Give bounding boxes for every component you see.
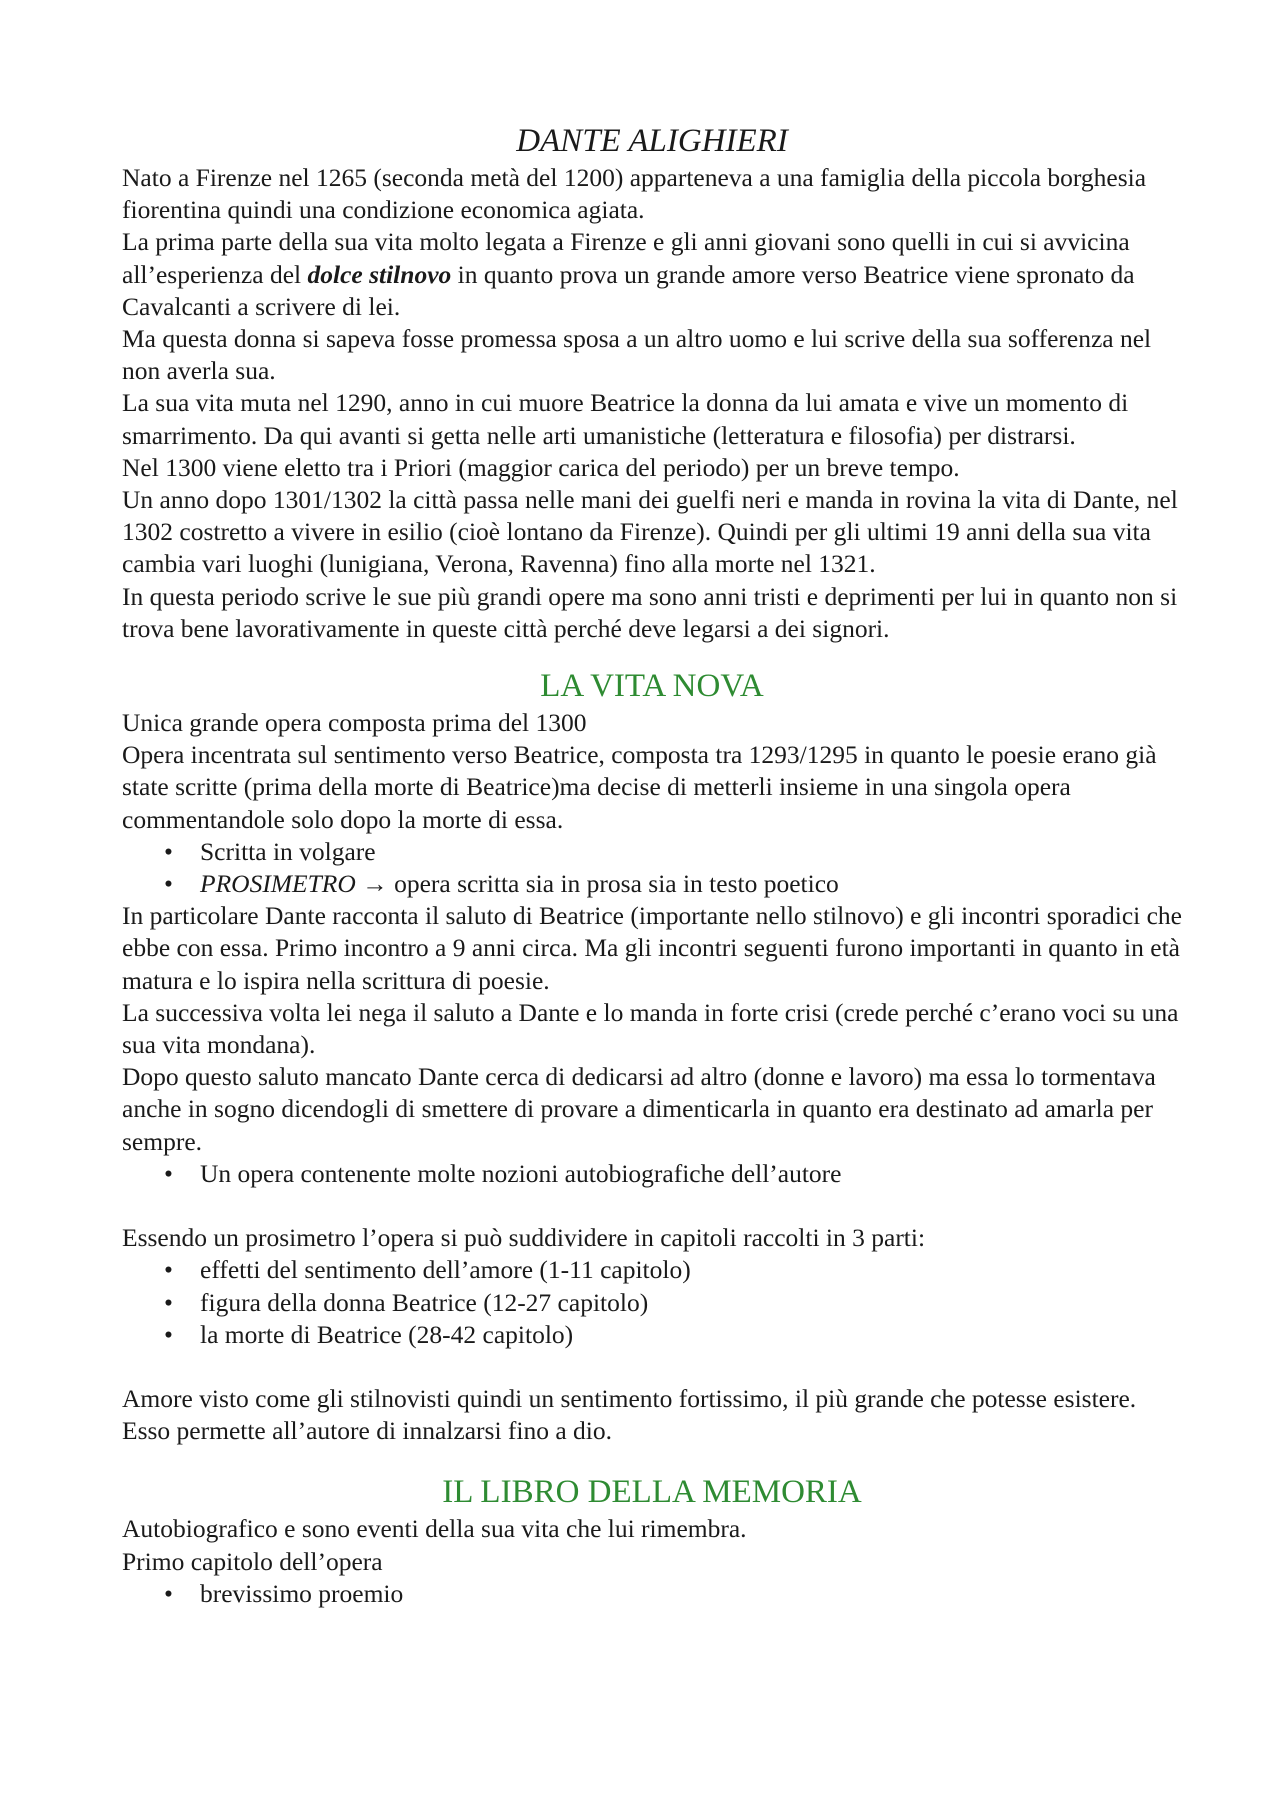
- paragraph: Nel 1300 viene eletto tra i Priori (maggior carica del periodo) per un breve tempo.: [122, 452, 960, 482]
- paragraph: Un anno dopo 1301/1302 la città passa nelle mani dei guelfi neri e manda in rovina la vita di Dante, nel 1302 costretto a vivere in esilio (cioè lontano da Firenze). Quindi per gli ultimi 19 anni della sua vita cambia vari luoghi (lunigiana, Verona, Ravenna) fino alla morte nel 1321.: [122, 485, 1178, 579]
- list-item: • la morte di Beatrice (28-42 capitolo): [122, 1319, 1182, 1351]
- emphasis-text: PROSIMETRO: [200, 869, 356, 899]
- section-heading-libro-memoria: IL LIBRO DELLA MEMORIA: [442, 1474, 862, 1511]
- list-item: • Un opera contenente molte nozioni autobiografiche dell’autore: [122, 1158, 1182, 1190]
- list-item: • brevissimo proemio: [122, 1578, 1182, 1610]
- list-item: • effetti del sentimento dell’amore (1-11 capitolo): [122, 1254, 1182, 1286]
- text-run: → opera scritta sia in prosa sia in testo poetico: [355, 869, 839, 899]
- emphasis-text: dolce stilnovo: [307, 259, 452, 289]
- paragraph: Ma questa donna si sapeva fosse promessa sposa a un altro uomo e lui scrive della sua sofferenza nel non averla sua.: [122, 324, 1152, 386]
- paragraph: La successiva volta lei nega il saluto a Dante e lo manda in forte crisi (crede perché c’erano voci su una sua vita mondana).: [122, 997, 1179, 1060]
- bullet-list: [122, 1158, 1182, 1190]
- paragraph: Unica grande opera composta prima del 1300: [122, 708, 587, 738]
- paragraph: Nato a Firenze nel 1265 (seconda metà del 1200) apparteneva a una famiglia della piccola borghesia fiorentina quindi una condizione economica agiata.: [122, 163, 1147, 225]
- blank-line: [122, 1190, 1182, 1222]
- paragraph: Dopo questo saluto mancato Dante cerca di dedicarsi ad altro (donne e lavoro) ma essa lo tormentava anche in sogno dicendogli di smettere di provare a dimenticarla in quanto era destinato ad amarla per sempre.: [122, 1062, 1156, 1156]
- blank-line: [122, 1351, 1182, 1383]
- paragraph: La sua vita muta nel 1290, anno in cui muore Beatrice la donna da lui amata e vive un momento di smarrimento. Da qui avanti si getta nelle arti umanistiche (letteratura e filosofia) per distrarsi.: [122, 388, 1129, 450]
- text-run: La prima parte della sua vita molto legata a Firenze e gli anni giovani sono quelli in cui si avvicina all’esperienza del: [122, 227, 1130, 289]
- paragraph: [122, 226, 1182, 323]
- paragraph: Primo capitolo dell’opera: [122, 1546, 383, 1576]
- bullet-list: [122, 1578, 1182, 1610]
- list-item: [122, 868, 1182, 900]
- list-item: • Scritta in volgare: [122, 836, 1182, 868]
- paragraph: Autobiografico e sono eventi della sua vita che lui rimembra.: [122, 1514, 747, 1544]
- paragraph: Amore visto come gli stilnovisti quindi un sentimento fortissimo, il più grande che potesse esistere. Esso permette all’autore di innalzarsi fino a dio.: [122, 1383, 1137, 1446]
- text-run: in quanto prova un grande amore verso Beatrice viene spronato da Cavalcanti a scrivere di lei.: [122, 259, 1135, 321]
- document-title: DANTE ALIGHIERI: [516, 123, 788, 159]
- paragraph: Essendo un prosimetro l’opera si può suddividere in capitoli raccolti in 3 parti:: [122, 1223, 926, 1253]
- document-page: [122, 120, 1182, 1610]
- bullet-list: [122, 836, 1182, 900]
- list-item: • figura della donna Beatrice (12-27 capitolo): [122, 1287, 1182, 1319]
- paragraph: In particolare Dante racconta il saluto di Beatrice (importante nello stilnovo) e gli incontri sporadici che ebbe con essa. Primo incontro a 9 anni circa. Ma gli incontri seguenti furono importanti in quanto in età matura e lo ispira nella scrittura di poesie.: [122, 901, 1182, 995]
- parts-list: [122, 1254, 1182, 1351]
- paragraph: Opera incentrata sul sentimento verso Beatrice, composta tra 1293/1295 in quanto le poesie erano già state scritte (prima della morte di Beatrice)ma decise di metterli insieme in una singola opera commentandole solo dopo la morte di essa.: [122, 740, 1157, 834]
- section-heading-vita-nova: LA VITA NOVA: [540, 668, 764, 705]
- paragraph: In questa periodo scrive le sue più grandi opere ma sono anni tristi e deprimenti per lui in quanto non si trova bene lavorativamente in queste città perché deve legarsi a dei signori.: [122, 581, 1178, 643]
